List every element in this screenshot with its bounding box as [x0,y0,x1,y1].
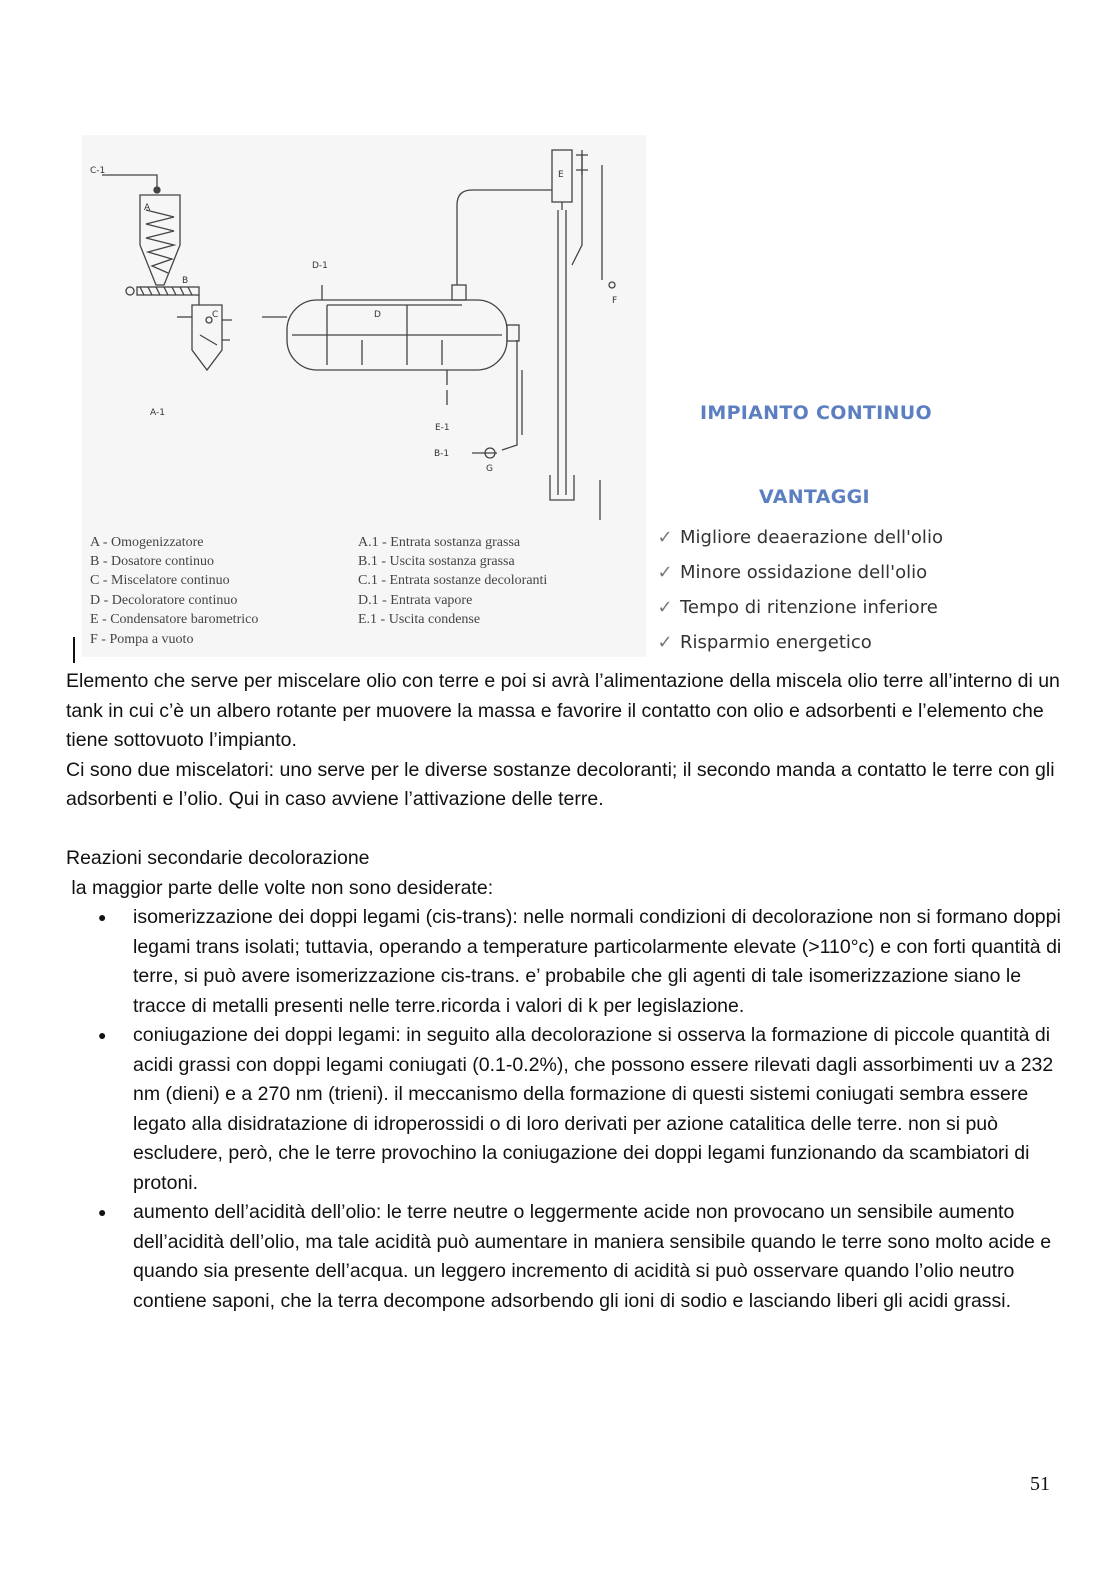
page-number: 51 [1030,1473,1050,1495]
text-cursor [73,637,75,663]
legend-item: E.1 - Uscita condense [358,612,481,627]
list-item: ● isomerizzazione dei doppi legami (cis-trans): nelle normali condizioni di decolorazione non si formano doppi legami trans isolati; tuttavia, operando a temperature particolarmente elevate (>110°c) e con forti quantità di terre, si può avere isomerizzazione cis-trans. e’ probabile che gli agenti di tale isomerizzazione siano le tracce di metalli presenti nelle terre.ricorda i valori di k per legislazione. [66,903,1066,1021]
check-icon: ✓ [657,562,673,583]
paragraph: Elemento che serve per miscelare olio con terre e poi si avrà l’alimentazione della miscela olio terre all’interno di un tank in cui c’è un albero rotante per muovere la massa e favorire il contatto con olio e adsorbenti e l’elemento che tiene sottovuoto l’impianto. [66,670,1060,751]
legend-item: E - Condensatore barometrico [90,612,259,627]
check-icon: ✓ [657,597,673,618]
legend-item: F - Pompa a vuoto [90,632,194,647]
legend-right [358,535,547,627]
label-e1: E-1 [435,423,450,433]
check-icon: ✓ [657,527,673,548]
list-item: ● aumento dell’acidità dell’olio: le terre neutre o leggermente acide non provocano un sensibile aumento dell’acidità dell’olio, ma tale acidità può aumentare in maniera sensibile quando le terre sono molto acide e quando sia presente dell’acqua. un leggero incremento di acidità si può osservare quando l’olio neutro contiene saponi, che la terra decompone adsorbendo gli ioni di sodio e lasciando liberi gli acidi grassi. [66,1198,1066,1316]
section-title: Reazioni secondarie decolorazione [66,847,370,869]
advantage-text: Risparmio energetico [680,632,872,653]
legend-item: C - Miscelatore continuo [90,573,230,588]
legend-item: D - Decoloratore continuo [90,593,238,608]
homogenizer-spring [146,210,174,273]
legend-left [90,535,258,647]
legend-item: B - Dosatore continuo [90,554,215,569]
advantage-item [650,632,872,653]
list-item: ● coniugazione dei doppi legami: in seguito alla decolorazione si osserva la formazione di piccole quantità di acidi grassi con doppi legami coniugati (0.1-0.2%), che possono essere rilevati dagli assorbimenti uv a 232 nm (dieni) e a 270 nm (trieni). il meccanismo della formazione di questi sistemi coniugati sembra essere legato alla disidratazione di idroperossidi o di loro derivati per azione catalitica delle terre. non si può escludere, però, che le terre provochino la coniugazione dei doppi legami funzionando da scambiatori di protoni. [66,1021,1066,1198]
advantages-panel [650,390,1050,660]
intro-line: la maggior parte delle volte non sono desiderate: [66,876,494,899]
label-g: G [486,464,493,474]
label-a1: A-1 [150,408,165,418]
check-icon: ✓ [657,632,673,653]
legend-item: A - Omogenizzatore [90,535,204,550]
advantage-text: Tempo di ritenzione inferiore [680,597,938,618]
advantage-text: Minore ossidazione dell'olio [680,562,928,583]
plant-diagram [82,135,646,657]
advantage-item [650,597,938,618]
advantage-text: Migliore deaerazione dell'olio [680,527,943,548]
legend-item: A.1 - Entrata sostanza grassa [358,535,521,550]
panel-subtitle: VANTAGGI [759,486,870,508]
legend-item: C.1 - Entrata sostanze decoloranti [358,573,548,588]
label-d1: D-1 [312,261,328,271]
advantage-item [650,562,927,583]
body-text [66,667,1066,1316]
advantage-item [650,527,943,548]
reactions-list [66,903,1066,1316]
paragraph: Ci sono due miscelatori: uno serve per le diverse sostanze decoloranti; il secondo manda a contatto le terre con gli adsorbenti e l’olio. Qui in caso avviene l’attivazione delle terre. [66,758,1055,810]
label-b: B [182,276,189,286]
legend-item: B.1 - Uscita sostanza grassa [358,554,515,569]
label-c1: C-1 [90,166,106,176]
label-b1: B-1 [434,449,450,459]
label-d: D [374,310,381,320]
label-a: A [144,203,151,213]
label-f: F [612,296,618,306]
panel-title: IMPIANTO CONTINUO [700,402,932,424]
diagram-svg [82,135,646,657]
label-c: C [212,310,219,320]
legend-item: D.1 - Entrata vapore [358,593,473,608]
label-e: E [558,170,564,180]
